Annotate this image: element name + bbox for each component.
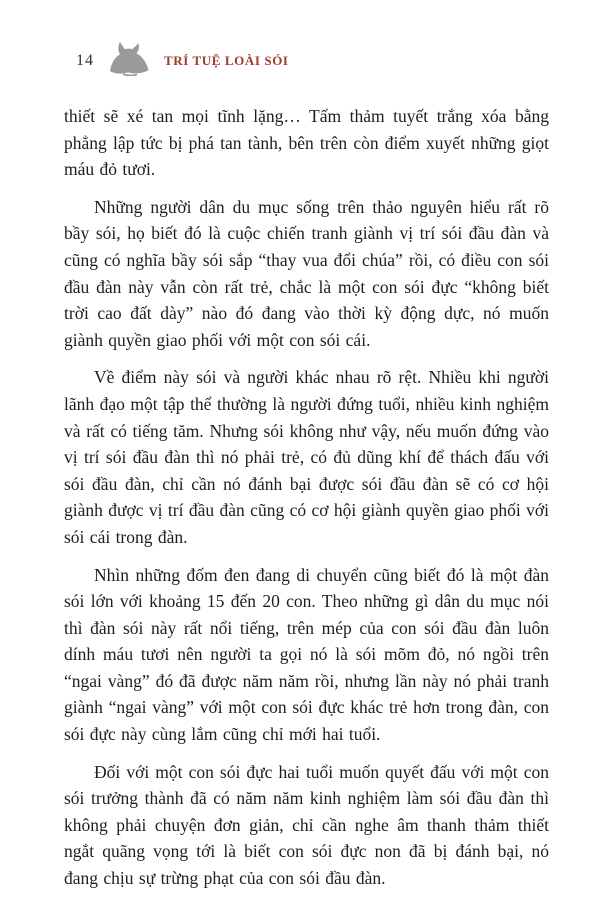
book-title: TRÍ TUỆ LOÀI SÓI [164,53,289,68]
wolf-logo-icon [103,40,155,76]
paragraph: Những người dân du mục sống trên thảo nguyên hiểu rất rõ bầy sói, họ biết đó là cuộc chiến tranh giành vị trí sói đầu đàn và cũng có nghĩa bầy sói sắp “thay vua đổi chúa” rồi, có điều con sói đầu đàn này vẫn còn rất trẻ, chắc là một con sói đực “không biết trời cao đất dày” nào đó đang vào thời kỳ động dực, nó muốn giành quyền giao phối với một con sói cái. [64,196,549,350]
paragraph: thiết sẽ xé tan mọi tĩnh lặng… Tấm thảm tuyết trắng xóa bằng phẳng lập tức bị phá tan tành, bên trên còn điểm xuyết những giọt máu đỏ tươi. [64,106,549,180]
page-header [76,46,289,76]
paragraph: Về điểm này sói và người khác nhau rõ rệt. Nhiều khi người lãnh đạo một tập thể thường là người đứng tuổi, nhiều kinh nghiệm và rất có tiếng tăm. Nhưng sói không như vậy, nếu muốn đứng vào vị trí sói đầu đàn thì nó phải trẻ, có đủ dũng khí để thách đấu với sói đầu đàn, chỉ cần nó đánh bại được sói đầu đàn sẽ có cơ hội giành được vị trí đầu đàn cũng có cơ hội giành quyền giao phối với sói cái trong đàn. [64,367,549,547]
page-body [64,103,549,903]
paragraph: Nhìn những đốm đen đang di chuyển cũng biết đó là một đàn sói lớn với khoảng 15 đến 20 con. Theo những gì dân du mục nói thì đàn sói này rất nổi tiếng, trên mép của con sói đầu đàn luôn dính máu tươi nên người ta gọi nó là sói mõm đỏ, nó ngồi trên “ngai vàng” đó đã được năm năm rồi, nhưng lần này nó phải tranh giành “ngai vàng” với một con sói đực khác trẻ hơn trong đàn, con sói đực này cùng lắm cũng chỉ mới hai tuổi. [64,564,549,745]
page-number: 14 [76,52,94,69]
paragraph: Đối với một con sói đực hai tuổi muốn quyết đấu với một con sói trưởng thành đã có năm năm kinh nghiệm làm sói đầu đàn thì không phải chuyện đơn giản, chỉ cần nghe âm thanh thảm thiết ngắt quãng vọng tới là biết con sói đực non đã bị đánh bại, nó đang chịu sự trừng phạt của con sói đầu đàn. [64,761,549,889]
